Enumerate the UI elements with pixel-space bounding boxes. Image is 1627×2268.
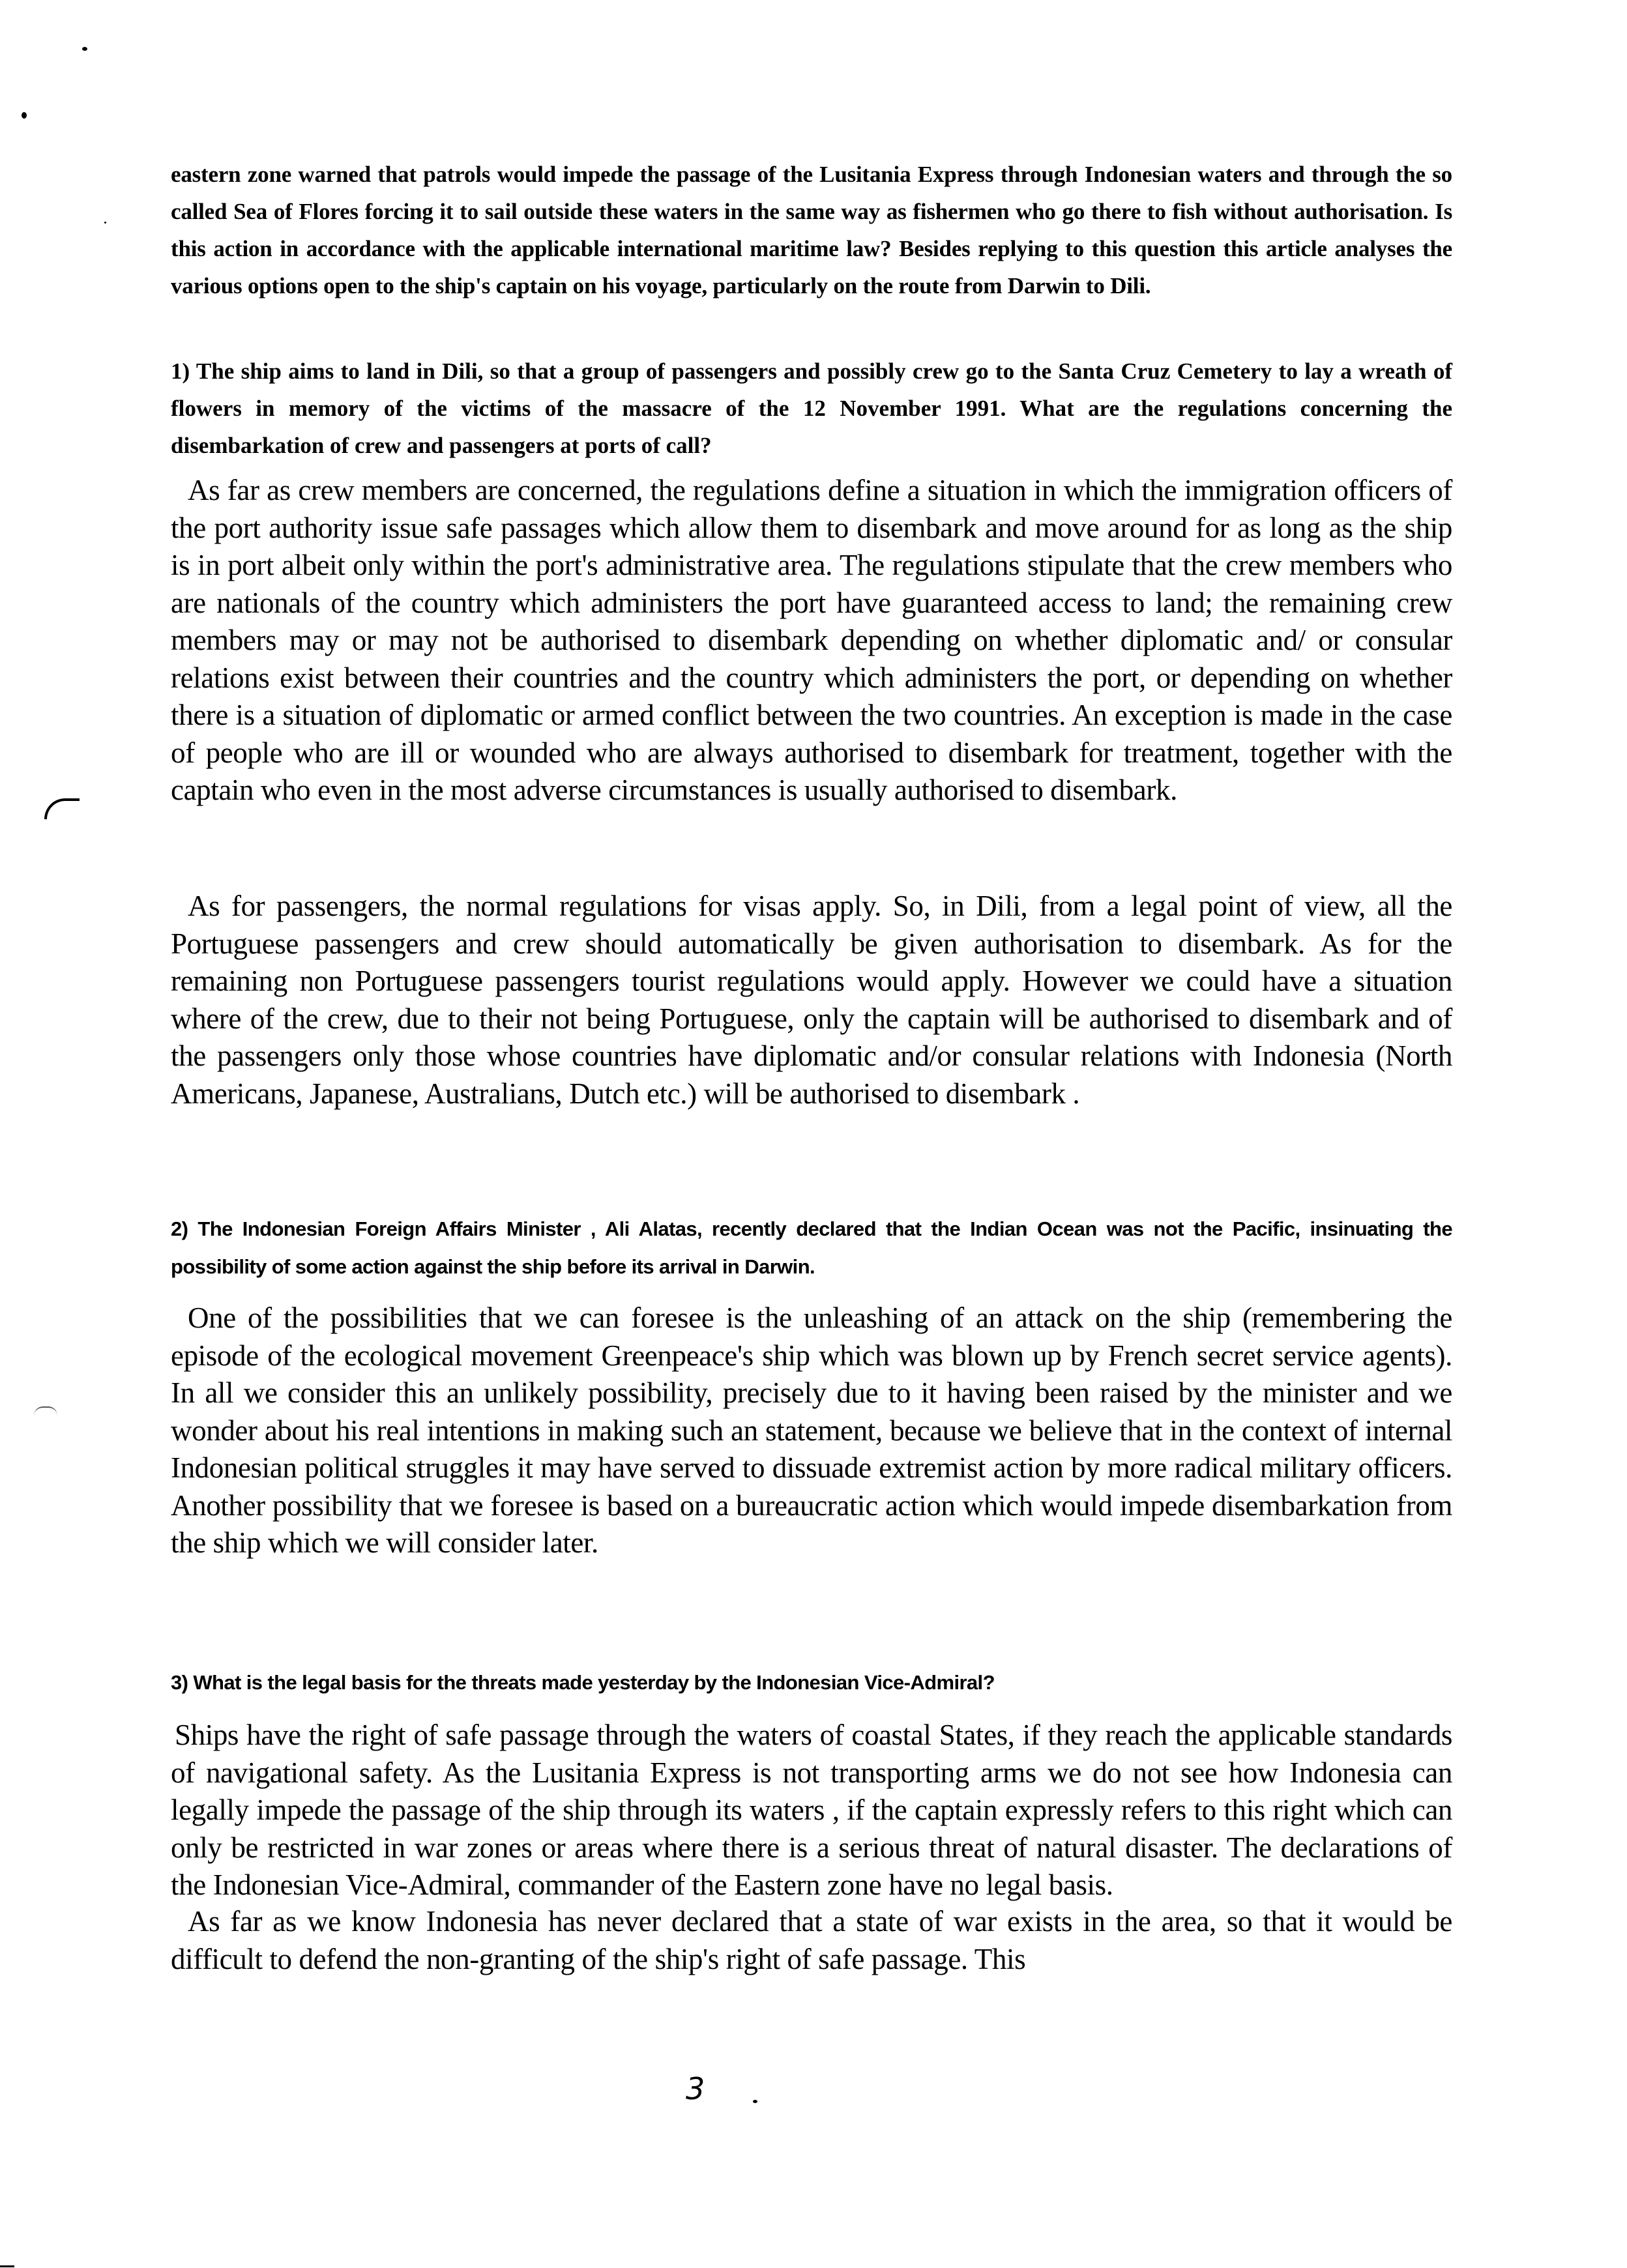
- page-number: 3: [686, 2071, 705, 2106]
- answer-2-paragraph-1: [171, 1300, 1452, 1562]
- scan-edge-line: [0, 2265, 14, 2267]
- answer-3-paragraph-1: [171, 1717, 1452, 1904]
- answer-1-paragraph-2: [171, 888, 1452, 1112]
- scan-speck: [753, 2100, 757, 2103]
- scan-speck: [104, 222, 106, 224]
- paragraph-text: As far as we know Indonesia has never declared that a state of war exists in the area, so that it would be difficult to defend the non-granting of the ship's right of safe passage. This: [171, 1905, 1452, 1975]
- scan-speck: [22, 112, 27, 119]
- scan-speck: [82, 47, 87, 51]
- answer-3-paragraph-2: [171, 1903, 1452, 1978]
- question-3-heading: 3) What is the legal basis for the threats made yesterday by the Indonesian Vice-Admiral?: [171, 1671, 995, 1694]
- answer-1-paragraph-1: [171, 472, 1452, 809]
- paragraph-text: As far as crew members are concerned, the regulations define a situation in which the immigration officers of the port authority issue safe passages which allow them to disembark and move around for as long as the ship is in port albeit only within the port's administrative area. The regulations stipulate that the crew members who are nationals of the country which administers the port have guaranteed access to land; the remaining crew members may or may not be authorised to disembark depending on whether diplomatic and/ or consular relations exist between their countries and the country which administers the port, or depending on whether there is a situation of diplomatic or armed conflict between the two countries. An exception is made in the case of people who are ill or wounded who are always authorised to disembark for treatment, together with the captain who even in the most adverse circumstances is usually authorised to disembark.: [171, 474, 1452, 806]
- paragraph-text: Ships have the right of safe passage through the waters of coastal States, if they reach the applicable standards of navigational safety. As the Lusitania Express is not transporting arms we do not see how Indonesia can legally impede the passage of the ship through its waters , if the captain expressly refers to this right which can only be restricted in war zones or areas where there is a serious threat of natural disaster. The declarations of the Indonesian Vice-Admiral, commander of the Eastern zone have no legal basis.: [171, 1719, 1452, 1901]
- intro-paragraph: eastern zone warned that patrols would impede the passage of the Lusitania Express through Indonesian waters and through the so called Sea of Flores forcing it to sail outside these waters in the same way as fishermen who go there to fish without authorisation. Is this action in accordance with the applicable international maritime law? Besides replying to this question this article analyses the various options open to the ship's captain on his voyage, particularly on the route from Darwin to Dili.: [171, 162, 1452, 298]
- margin-pen-mark: [34, 1406, 57, 1416]
- margin-pen-mark: [44, 798, 80, 819]
- paragraph-text: One of the possibilities that we can foresee is the unleashing of an attack on the ship (remembering the episode of the ecological movement Greenpeace's ship which was blown up by French secret service agents). In all we consider this an unlikely possibility, precisely due to it having been raised by the minister and we wonder about his real intentions in making such an statement, because we believe that in the context of internal Indonesian political struggles it may have served to dissuade extremist action by more radical military officers. Another possibility that we foresee is based on a bureaucratic action which would impede disembarkation from the ship which we will consider later.: [171, 1301, 1452, 1559]
- paragraph-text: As for passengers, the normal regulations for visas apply. So, in Dili, from a legal point of view, all the Portuguese passengers and crew should automatically be given authorisation to disembark. As for the remaining non Portuguese passengers tourist regulations would apply. However we could have a situation where of the crew, due to their not being Portuguese, only the captain will be authorised to disembark and of the passengers only those whose countries have diplomatic and/or consular relations with Indonesia (North Americans, Japanese, Australians, Dutch etc.) will be authorised to disembark .: [171, 890, 1452, 1110]
- question-1-heading: 1) The ship aims to land in Dili, so that a group of passengers and possibly crew go to the Santa Cruz Cemetery to lay a wreath of flowers in memory of the victims of the massacre of the 12 November 1991. What are the regulations concerning the disembarkation of crew and passengers at ports of call?: [171, 358, 1452, 458]
- question-2-heading: 2) The Indonesian Foreign Affairs Minister , Ali Alatas, recently declared that the Indian Ocean was not the Pacific, insinuating the possibility of some action against the ship before its arrival in Darwin.: [171, 1217, 1452, 1278]
